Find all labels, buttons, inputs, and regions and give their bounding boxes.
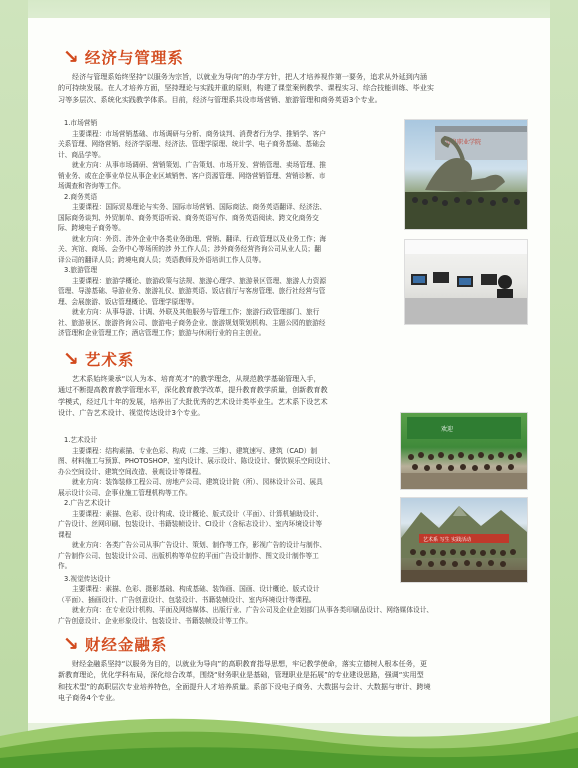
bottom-wave-decoration <box>0 706 578 768</box>
art-sketching-trip-photo <box>400 497 528 583</box>
left-green-band <box>0 0 28 768</box>
arrow-icon: ↘ <box>63 632 79 655</box>
section-heading-finance <box>63 633 167 655</box>
right-green-band <box>550 0 578 768</box>
campus-dinosaur-photo <box>404 119 528 230</box>
arrow-icon: ↘ <box>63 347 79 370</box>
section-title: 财经金融系 <box>84 636 168 654</box>
section-title: 艺术系 <box>84 351 135 369</box>
section-heading-art <box>63 348 134 370</box>
majors-economics: 1.市场营销 主要课程：市场营销基础、市场调研与分析、商务谈判、消费者行为学、推销学、客户 关系管理、网络营销、经济学原理、经济法、管理学原理、统计学、电子商务基础、基础会 计、商品学等。 就业方向：从事市场调研、营销策划、广告策划、市场开发、营销管理、卖场管理、推 销业务、或在企事业单位从事企业区域销售、客户资源管理、网络营销管理、营销诊断、市 场调查和咨询等工作。 2.商务英语 主要课程：国际贸易理论与实务、国际市场营销、国际商法、商务英语翻译、经济法、 国际商务谈判、外贸制单、商务英语听说、商务英语写作、商务英语阅读、跨文化商务交 际、跨境电子商务等。 就业方向：外资、涉外企业中各类业务助理、营销、翻译、行政管理以及业务工作；海 关、宾馆、商场、会务中心等场所的涉 外工作人员；涉外商务经营咨询公司从业人员；翻 译公司的翻译人员；跨境电商人员；英语教师及外语培训工作人员等。 3.旅游管理 主要课程：旅游学概论、旅游政策与法规、旅游心理学、旅游景区管理、旅游人力资源 管理、导游基础、导游业务、旅游礼仪、旅游英语、饭店前厅与客房管理、旅行社经营与管 理、会展旅游、饭店管理概论、管理学原理等。 就业方向：从事导游、计调、外联及其他服务与管理工作；旅游行政管理部门、旅行 社、旅游景区、旅游咨询公司、旅游电子商务企业、旅游规划策划机构、主题公园的旅游经 济管理和企业管理工作；酒店管理工作；旅游与休闲行业的自主创业。 <box>58 119 327 337</box>
art-group-stage-photo <box>400 412 528 490</box>
stage-group-illustration <box>401 413 527 489</box>
computer-lab-illustration <box>405 240 527 324</box>
campus-scene-illustration <box>405 120 527 229</box>
computer-lab-photo <box>404 239 528 325</box>
banner-text: 艺术系 写生 实践活动 <box>423 537 472 543</box>
majors-art: 1.艺术设计 主要课程：结构素描、专业色彩、构成（二维、三维）、建筑速写、建筑（CAD）制 图、材料施工与预算、PHOTOSHOP、室内设计、展示设计、陈设设计、餐饮娱乐空间设计、 办公空间设计、建筑空间改造、景观设计等课程。 就业方向：装饰装修工程公司、房地产公司、建筑设计院（所）、园林设计公司、展具 展示设计公司、企事业施工管理机构等工作。 2.广告艺术设计 主要课程：素描、色彩、设计构成、设计概论、版式设计（平面）、计算机辅助设计、 广告设计、丝网印刷、包装设计、书籍装帧设计、CI设计（含标志设计）、室内环境设计等 课程 就业方向：各类广告公司从事广告设计、策划、制作等工作，影视广告的设计与制作、 广告制作公司、包装设计公司、出版机构等单位的平面广告设计制作、图文设计制作等工 作。 3.视觉传达设计 主要课程：素描、色彩、摄影基础、构成基础、装饰画、国画、设计概论、版式设计 （平面）、插画设计、广告创意设计、包装设计、书籍装帧设计、室内环境设计等课程。 就业方向：在专业设计机构、平面及网络媒体、出版行业、广告公司及企业企划部门从事各类印刷品设计、网络媒体设计、 广告创意设计、企业形象设计、包装设计、书籍装帧设计等工作。 <box>58 436 434 625</box>
section-heading-economics <box>63 46 184 68</box>
arrow-icon: ↘ <box>63 45 79 68</box>
poster-text: 欢迎 <box>441 426 454 433</box>
campus-sign-text: 清泉职业学院 <box>445 139 482 146</box>
section-title: 经济与管理系 <box>84 49 184 67</box>
section-intro-economics: 经济与管理系始终坚持“以服务为宗旨，以就业为导向”的办学方针，把人才培养视作第一要务，追求从外延到内涵 的可持续发展。在人才培养方面，坚持理论与实践并重的原则，构建了课堂案例教学、课程实习、综合技能训练、毕业实 习等多层次、系统化实践教学体系。目前，经济与管理系共设市场营销、旅游管理和商务英语3个专业。 <box>58 72 434 104</box>
mountain-trip-illustration <box>401 498 527 582</box>
section-intro-finance: 财经金融系坚持“以服务为目的，以就业为导向”的高职教育指导思想，牢记教学使命，落实立德树人根本任务，更 新教育理论，优化学科布局，深化综合改革，围绕“财务职业是基础，管理职业是拓展”的专业建设思路，强调“实用型 和技术型”的高职层次专业培养特色，全面提升人才培养质量。系部下设电子商务、大数据与会计、大数据与审计、跨境 电子商务4个专业。 <box>58 659 431 703</box>
section-intro-art: 艺术系始终秉承“以人为本、培育英才”的教学理念，从规范教学基础管理入手， 通过不断提高教育教学管理水平，深化教育教学改革，提升教育教学质量，创新教育教 学模式，经过几十年的发展，培养出了大批优秀的艺术设计类毕业生。艺术系下设艺术 设计、广告艺术设计、视觉传达设计3个专业。 <box>58 374 328 418</box>
